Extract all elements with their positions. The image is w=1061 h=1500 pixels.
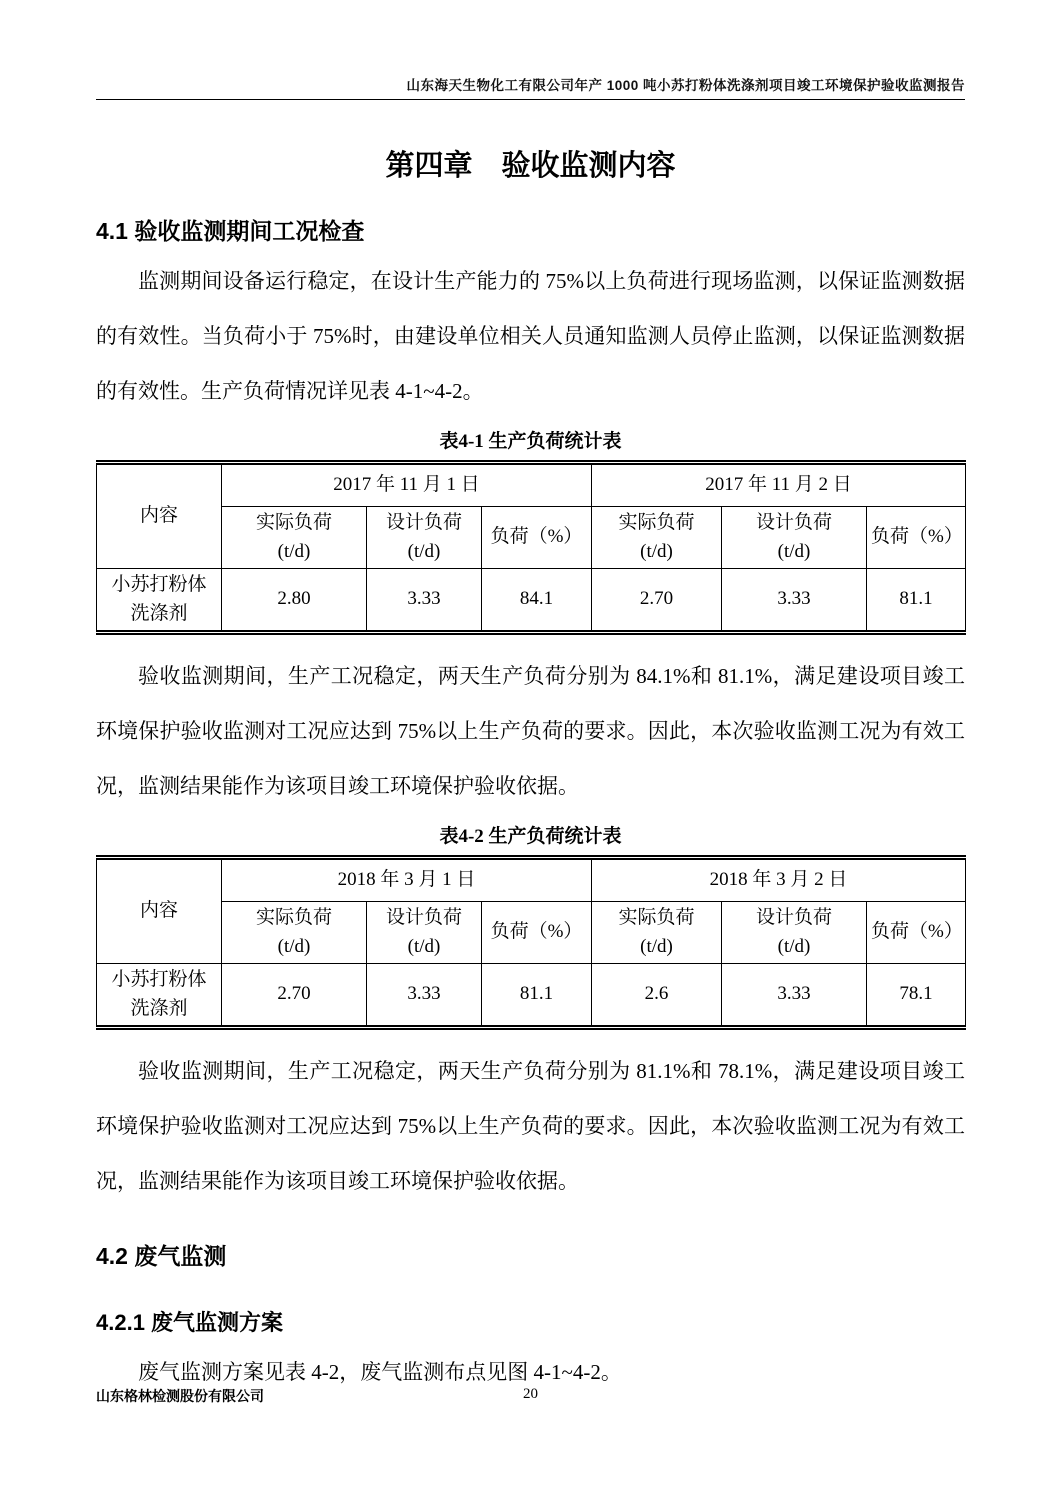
production-load-table-4-2 bbox=[96, 855, 966, 1030]
subheader-unit: (t/d) bbox=[640, 935, 673, 957]
value-cell: 2.70 bbox=[222, 964, 367, 1028]
subheader-cell bbox=[222, 507, 367, 569]
row-label-cell bbox=[97, 964, 222, 1028]
table-row bbox=[97, 569, 966, 633]
table-row bbox=[97, 463, 966, 507]
date-cell: 2017 年 11 月 2 日 bbox=[592, 463, 966, 507]
subheader-label: 实际负荷 bbox=[618, 907, 695, 928]
subheader-cell bbox=[367, 507, 482, 569]
paragraph-table-4-2-conclusion: 验收监测期间，生产工况稳定，两天生产负荷分别为 81.1%和 78.1%，满足建设项目竣工环境保护验收监测对工况应达到 75%以上生产负荷的要求。因此，本次验收监测工况为有效工况，监测结果能作为该项目竣工环境保护验收依据。 bbox=[96, 1059, 965, 1193]
section-4-1-heading: 4.1 验收监测期间工况检查 bbox=[96, 218, 365, 244]
subheader-label: 实际负荷 bbox=[618, 512, 695, 533]
table-4-1-caption: 表4-1 生产负荷统计表 bbox=[439, 431, 622, 452]
subheader-label: 设计负荷 bbox=[385, 907, 462, 928]
date-cell: 2018 年 3 月 2 日 bbox=[592, 858, 966, 902]
subheader-unit: (t/d) bbox=[277, 935, 311, 957]
subheader-unit: (t/d) bbox=[407, 935, 441, 957]
subheader-unit: (t/d) bbox=[777, 935, 811, 957]
subheader-unit: (t/d) bbox=[277, 540, 311, 562]
footer-company-name: 山东格林检测股份有限公司 bbox=[96, 1388, 264, 1404]
subheader-label: 设计负荷 bbox=[756, 512, 833, 533]
report-title-header: 山东海天生物化工有限公司年产 1000 吨小苏打粉体洗涤剂项目竣工环境保护验收监测报告 bbox=[406, 78, 965, 93]
row-label-line: 洗涤剂 bbox=[130, 602, 188, 624]
value-cell: 2.80 bbox=[222, 569, 367, 633]
paragraph-waste-gas-plan: 废气监测方案见表 4-2，废气监测布点见图 4-1~4-2。 bbox=[138, 1360, 622, 1384]
date-cell: 2017 年 11 月 1 日 bbox=[222, 463, 592, 507]
subheader-label: 实际负荷 bbox=[255, 512, 332, 533]
subheader-cell bbox=[722, 507, 867, 569]
subheader-cell bbox=[722, 902, 867, 964]
table-row bbox=[97, 858, 966, 902]
value-cell: 2.6 bbox=[592, 964, 722, 1028]
subheader-cell: 负荷（%） bbox=[867, 902, 966, 964]
subheader-cell bbox=[367, 902, 482, 964]
section-4-2-heading: 4.2 废气监测 bbox=[96, 1243, 227, 1269]
header-divider bbox=[96, 99, 965, 100]
chapter-title: 第四章 验收监测内容 bbox=[385, 150, 676, 182]
value-cell: 2.70 bbox=[592, 569, 722, 633]
subheader-unit: (t/d) bbox=[640, 540, 673, 562]
row-label-cell bbox=[97, 569, 222, 633]
page-header bbox=[96, 0, 965, 100]
subheader-label: 设计负荷 bbox=[385, 512, 462, 533]
subheader-label: 实际负荷 bbox=[255, 907, 332, 928]
value-cell: 81.1 bbox=[867, 569, 966, 633]
row-label-line: 小苏打粉体 bbox=[111, 574, 207, 595]
value-cell: 3.33 bbox=[722, 964, 867, 1028]
row-label-line: 小苏打粉体 bbox=[111, 969, 207, 990]
value-cell: 84.1 bbox=[482, 569, 592, 633]
subheader-unit: (t/d) bbox=[407, 540, 441, 562]
paragraph-table-4-1-conclusion: 验收监测期间，生产工况稳定，两天生产负荷分别为 84.1%和 81.1%，满足建设项目竣工环境保护验收监测对工况应达到 75%以上生产负荷的要求。因此，本次验收监测工况为有效工况，监测结果能作为该项目竣工环境保护验收依据。 bbox=[96, 664, 965, 798]
subheader-cell: 负荷（%） bbox=[867, 507, 966, 569]
row-label-line: 洗涤剂 bbox=[130, 997, 188, 1019]
production-load-table-4-1 bbox=[96, 460, 966, 635]
table-row bbox=[97, 964, 966, 1028]
paragraph-monitoring-conditions: 监测期间设备运行稳定，在设计生产能力的 75%以上负荷进行现场监测，以保证监测数据的有效性。当负荷小于 75%时，由建设单位相关人员通知监测人员停止监测，以保证监测数据的有效性。生产负荷情况详见表 4-1~4-2。 bbox=[96, 269, 965, 403]
value-cell: 3.33 bbox=[367, 964, 482, 1028]
value-cell: 3.33 bbox=[367, 569, 482, 633]
section-4-2-1-heading: 4.2.1 废气监测方案 bbox=[96, 1310, 284, 1335]
table-4-2-caption: 表4-2 生产负荷统计表 bbox=[439, 826, 622, 847]
table-row bbox=[97, 902, 966, 964]
subheader-unit: (t/d) bbox=[777, 540, 811, 562]
value-cell: 3.33 bbox=[722, 569, 867, 633]
date-cell: 2018 年 3 月 1 日 bbox=[222, 858, 592, 902]
subheader-label: 设计负荷 bbox=[755, 907, 832, 928]
page-footer bbox=[96, 1386, 965, 1408]
subheader-cell bbox=[592, 507, 722, 569]
subheader-cell: 负荷（%） bbox=[482, 902, 592, 964]
page-number: 20 bbox=[523, 1386, 538, 1402]
value-cell: 78.1 bbox=[867, 964, 966, 1028]
value-cell: 81.1 bbox=[482, 964, 592, 1028]
table-row bbox=[97, 507, 966, 569]
content-header-cell: 内容 bbox=[97, 858, 222, 964]
subheader-cell: 负荷（%） bbox=[482, 507, 592, 569]
subheader-cell bbox=[592, 902, 722, 964]
subheader-cell bbox=[222, 902, 367, 964]
content-header-cell: 内容 bbox=[97, 463, 222, 569]
